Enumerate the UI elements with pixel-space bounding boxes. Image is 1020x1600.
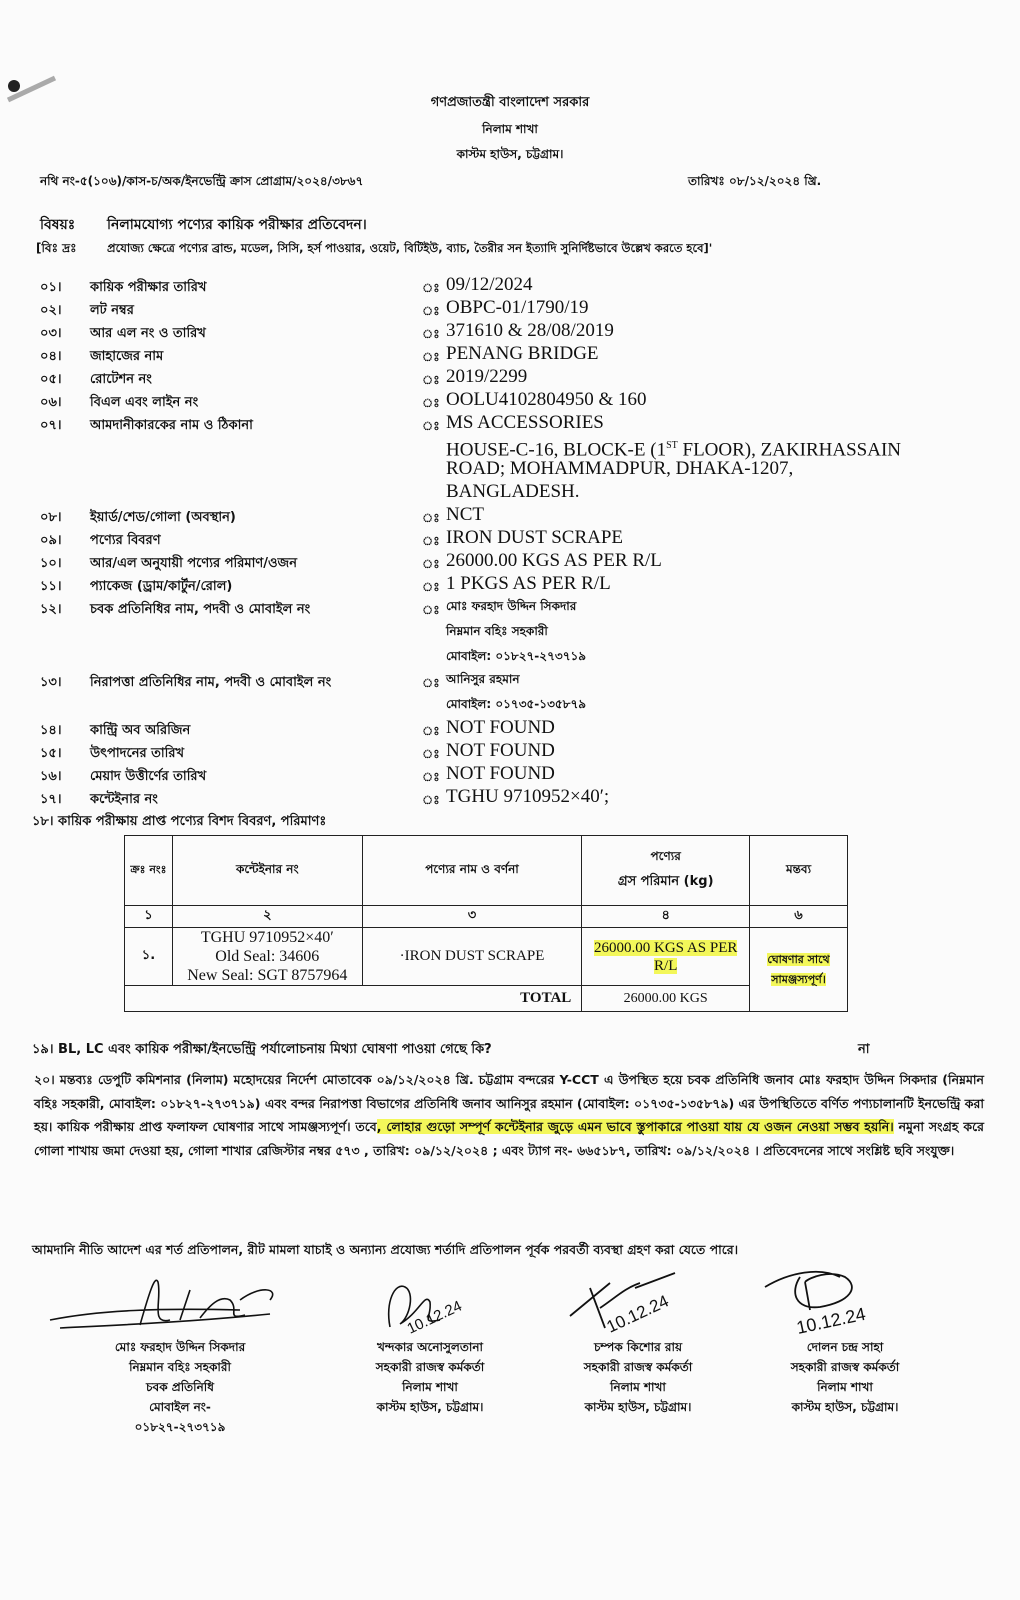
signatory-mobile: ০১৮২৭-২৭৩৭১৯ — [134, 1420, 226, 1434]
document-date: তারিখঃ ০৮/১২/২০২৪ খ্রি. — [688, 174, 822, 188]
row-label: নিরাপত্তা প্রতিনিধির নাম, পদবী ও মোবাইল নং — [90, 675, 332, 690]
row-goods: ·IRON DUST SCRAPE — [362, 928, 582, 986]
subject-text: নিলামযোগ্য পণ্যের কায়িক পরীক্ষার প্রতিবেদন। — [107, 217, 367, 233]
table-row — [125, 928, 848, 986]
row-number: ০৮। — [40, 510, 62, 525]
signature-date: 10.12.24 — [794, 1303, 868, 1338]
colon: ঃ — [422, 557, 440, 571]
colon: ঃ — [422, 373, 440, 387]
file-number: নথি নং-৫(১০৬)/কাস-চ/অক/ইনভেন্ট্রি ক্রাস প্রোগ্রাম/২০২৪/৩৮৬৭ — [40, 174, 364, 188]
row-label: রোটেশন নং — [90, 372, 152, 387]
signatory-1 — [70, 1337, 290, 1437]
signatory-4 — [735, 1337, 955, 1417]
section-19-answer: না — [858, 1042, 870, 1057]
section-20-remarks — [34, 1068, 984, 1162]
exam-date-value: 09/12/2024 — [446, 274, 533, 295]
signature-2 — [370, 1262, 480, 1342]
row-label: কায়িক পরীক্ষার তারিখ — [90, 280, 207, 295]
row-label: জাহাজের নাম — [90, 349, 164, 364]
column-number: ৪ — [582, 906, 750, 928]
bl-line-value: OOLU4102804950 & 160 — [446, 389, 647, 410]
row-serial: ১. — [125, 928, 173, 986]
row-label: পণ্যের বিবরণ — [90, 533, 161, 548]
security-rep-name: আনিসুর রহমান — [446, 672, 520, 686]
row-number: ১৭। — [40, 792, 62, 807]
row-label: আমদানীকারকের নাম ও ঠিকানা — [90, 418, 253, 433]
section-18-title: ১৮। কায়িক পরীক্ষায় প্রাপ্ত পণ্যের বিশদ বিবরণ, পরিমাণঃ — [32, 814, 327, 829]
signature-1 — [40, 1270, 300, 1340]
colon: ঃ — [422, 676, 440, 690]
colon: ঃ — [422, 534, 440, 548]
country-of-origin-value: NOT FOUND — [446, 717, 555, 738]
row-label: উৎপাদনের তারিখ — [90, 746, 185, 761]
port-rep-mobile: মোবাইল: ০১৮২৭-২৭৩৭১৯ — [446, 649, 587, 663]
row-label: ইয়ার্ড/শেড/গোলা (অবস্থান) — [90, 510, 236, 525]
section-name: নিলাম শাখা — [482, 122, 538, 136]
goods-description-value: IRON DUST SCRAPE — [446, 527, 624, 548]
row-remark — [750, 928, 848, 1012]
lot-number-value: OBPC-01/1790/19 — [446, 297, 589, 318]
row-container — [172, 928, 362, 986]
subject-label: বিষয়ঃ — [40, 217, 76, 233]
header-container: কন্টেইনার নং — [172, 836, 362, 906]
quantity-value: 26000.00 KGS AS PER R/L — [446, 550, 662, 571]
signatory-section: নিলাম শাখা — [817, 1380, 873, 1394]
colon: ঃ — [422, 396, 440, 410]
header-weight-line-1: পণ্যের — [650, 849, 681, 863]
signatory-designation: সহকারী রাজস্ব কর্মকর্তা — [375, 1360, 485, 1374]
row-number: ০৩। — [40, 326, 62, 341]
colon: ঃ — [422, 281, 440, 295]
new-seal: New Seal: SGT 8757964 — [187, 967, 348, 984]
total-label: TOTAL — [125, 986, 582, 1012]
container-id: TGHU 9710952×40′ — [200, 929, 334, 946]
signature-4 — [760, 1262, 910, 1342]
colon: ঃ — [422, 350, 440, 364]
row-number: ০৪। — [40, 349, 62, 364]
colon: ঃ — [422, 724, 440, 738]
row-label: আর এল নং ও তারিখ — [90, 326, 206, 341]
signatory-mobile-label: মোবাইল নং- — [149, 1400, 211, 1414]
row-number: ০২। — [40, 303, 62, 318]
signatory-section: নিলাম শাখা — [610, 1380, 666, 1394]
security-rep-mobile: মোবাইল: ০১৭৩৫-১৩৫৮৭৯ — [446, 697, 587, 711]
colon: ঃ — [422, 747, 440, 761]
weight-value-highlighted: 26000.00 KGS AS PER R/L — [594, 939, 738, 974]
remark-line-1: ঘোষণার সাথে — [767, 952, 830, 966]
signature-3 — [565, 1268, 715, 1338]
container-number-value: TGHU 9710952×40′; — [446, 786, 610, 807]
colon: ঃ — [422, 419, 440, 433]
row-label: কন্টেইনার নং — [90, 792, 158, 807]
row-label: চবক প্রতিনিধির নাম, পদবী ও মোবাইল নং — [90, 602, 311, 617]
old-seal: Old Seal: 34606 — [215, 948, 320, 965]
goods-table — [124, 835, 848, 1012]
signatory-2 — [320, 1337, 540, 1417]
row-label: আর/এল অনুযায়ী পণ্যের পরিমাণ/ওজন — [90, 556, 297, 571]
column-number: ১ — [125, 906, 173, 928]
colon: ঃ — [422, 793, 440, 807]
colon: ঃ — [422, 511, 440, 525]
colon: ঃ — [422, 603, 440, 617]
row-label: লট নম্বর — [90, 303, 134, 318]
expiry-date-value: NOT FOUND — [446, 763, 555, 784]
remarks-text-continued: নমুনা সংগ্রহ করে গোলা শাখায় জমা দেওয়া হয়, গোলা শাখার রেজিস্টার নম্বর ৫৭৩ , তারিখ: ০৯/১২/২০২৪ ; এবং ট্যাগ নং- ৬৬৫১৮৭, তারিখ: ০৯/১২/২০২৪ । প্রতিবেদনের সাথে সংশ্লিষ্ট ছবি সংযুক্ত। — [34, 1119, 984, 1158]
importer-address-line-3: BANGLADESH. — [446, 481, 580, 502]
column-number: ৬ — [750, 906, 848, 928]
row-number: ১৩। — [40, 675, 62, 690]
signatory-name: দোলন চন্দ্র সাহা — [806, 1340, 884, 1354]
row-number: ০৯। — [40, 533, 62, 548]
table-header-row — [125, 836, 848, 906]
header-weight — [582, 836, 750, 906]
port-rep-designation: নিম্নমান বহিঃ সহকারী — [446, 624, 548, 638]
signatory-designation: নিম্নমান বহিঃ সহকারী — [129, 1360, 231, 1374]
office-name: কাস্টম হাউস, চট্টগ্রাম। — [456, 147, 564, 161]
row-label: কান্ট্রি অব অরিজিন — [90, 723, 191, 738]
signatory-3 — [528, 1337, 748, 1417]
signatory-role: চবক প্রতিনিধি — [146, 1380, 214, 1394]
total-row — [125, 986, 848, 1012]
row-number: ০১। — [40, 280, 62, 295]
column-number: ৩ — [362, 906, 582, 928]
colon: ঃ — [422, 304, 440, 318]
row-number: ০৬। — [40, 395, 62, 410]
signatory-office: কাস্টম হাউস, চট্টগ্রাম। — [584, 1400, 692, 1414]
row-number: ১৪। — [40, 723, 62, 738]
note-label: [বিঃ দ্রঃ — [36, 241, 77, 255]
row-label: প্যাকেজ (ড্রাম/কার্টুন/রোল) — [90, 579, 233, 594]
row-number: ০৭। — [40, 418, 62, 433]
column-number: ২ — [172, 906, 362, 928]
header-serial: ক্রঃ নংঃ — [125, 836, 173, 906]
signatory-name: মোঃ ফরহাদ উদ্দিন সিকদার — [114, 1340, 246, 1354]
manufacture-date-value: NOT FOUND — [446, 740, 555, 761]
recommendation-text: আমদানি নীতি আদেশ এর শর্ত প্রতিপালন, রীট মামলা যাচাই ও অন্যান্য প্রযোজ্য শর্তাদি প্রতিপালন পূর্বক পরবর্তী ব্যবস্থা গ্রহণ করা যেতে পারে। — [32, 1242, 739, 1257]
signatory-name: চম্পক কিশোর রায় — [593, 1340, 683, 1354]
row-number: ১১। — [40, 579, 62, 594]
colon: ঃ — [422, 770, 440, 784]
rotation-number-value: 2019/2299 — [446, 366, 528, 387]
importer-name-value: MS ACCESSORIES — [446, 412, 604, 433]
importer-address-line-1: HOUSE-C-16, BLOCK-E (1ST FLOOR), ZAKIRHASSAIN — [446, 439, 902, 461]
row-label: বিএল এবং লাইন নং — [90, 395, 199, 410]
section-19-question: ১৯। BL, LC এবং কায়িক পরীক্ষা/ইনভেন্ট্রি পর্যালোচনায় মিথ্যা ঘোষণা পাওয়া গেছে কি? — [32, 1042, 492, 1057]
row-weight — [582, 928, 750, 986]
signature-date: 10.12.24 — [603, 1291, 672, 1337]
rl-number-value: 371610 & 28/08/2019 — [446, 320, 614, 341]
yard-value: NCT — [446, 504, 484, 525]
header-remarks: মন্তব্য — [750, 836, 848, 906]
signatory-designation: সহকারী রাজস্ব কর্মকর্তা — [583, 1360, 693, 1374]
signatory-office: কাস্টম হাউস, চট্টগ্রাম। — [376, 1400, 484, 1414]
signatory-name: খন্দকার অনোসুলতানা — [376, 1340, 483, 1354]
row-number: ১৫। — [40, 746, 62, 761]
port-rep-name: মোঃ ফরহাদ উদ্দিন সিকদার — [446, 599, 577, 613]
signatory-designation: সহকারী রাজস্ব কর্মকর্তা — [790, 1360, 900, 1374]
total-value: 26000.00 KGS — [582, 986, 750, 1012]
header-weight-line-2: গ্রস পরিমান (kg) — [617, 874, 714, 889]
remarks-highlighted-text: , লোহার গুড়ো সম্পূর্ণ কন্টেইনার জুড়ে এমন ভাবে স্তুপাকারে পাওয়া যায় যে ওজন নেওয়া সম্ভব হয়নি। — [376, 1119, 894, 1134]
importer-address-line-2: ROAD; MOHAMMADPUR, DHAKA-1207, — [446, 458, 794, 479]
remark-line-2: সামঞ্জস্যপূর্ণ। — [771, 972, 826, 986]
government-title: গণপ্রজাতন্ত্রী বাংলাদেশ সরকার — [430, 95, 590, 110]
remarks-label: ২০। মন্তব্যঃ — [34, 1072, 93, 1087]
signature-date: 10.12.24 — [404, 1297, 465, 1338]
note-text: প্রযোজ্য ক্ষেত্রে পণ্যের ব্রান্ড, মডেল, সিসি, হর্স পাওয়ার, ওয়েট, বিটিইউ, ব্যাচ, তৈরীর সন ইত্যাদি সুনির্দিষ্টভাবে উল্লেখ করতে হবে]' — [107, 241, 713, 255]
signatory-section: নিলাম শাখা — [402, 1380, 458, 1394]
colon: ঃ — [422, 327, 440, 341]
colon: ঃ — [422, 580, 440, 594]
vessel-name-value: PENANG BRIDGE — [446, 343, 599, 364]
column-number-row — [125, 906, 848, 928]
package-value: 1 PKGS AS PER R/L — [446, 573, 611, 594]
signatory-office: কাস্টম হাউস, চট্টগ্রাম। — [791, 1400, 899, 1414]
header-goods: পণ্যের নাম ও বর্ণনা — [362, 836, 582, 906]
row-number: ১৬। — [40, 769, 62, 784]
remarks-text: ডেপুটি কমিশনার (নিলাম) মহোদয়ের নির্দেশ মোতাবেক ০৯/১২/২০২৪ খ্রি. চট্টগ্রাম বন্দরের Y-CCT এ উপস্থিত হয়ে চবক প্রতিনিধি জনাব মোঃ ফরহাদ উদ্দিন সিকদার (নিম্নমান বহিঃ সহকারী, মোবাইল: ০১৮২৭-২৭৩৭১৯) এবং বন্দর নিরাপত্তা বিভাগের প্রতিনিধি জনাব আনিসুর রহমান (মোবাইল: ০১৭৩৫-১৩৫৮৭৯) এর উপস্থিতিতে বর্ণিত পণ্যচালানটি ইনভেন্ট্রি করা হয়। কায়িক পরীক্ষায় প্রাপ্ত ফলাফল ঘোষণার সাথে সামঞ্জস্যপূর্ণ। তবে — [34, 1072, 985, 1134]
row-number: ১০। — [40, 556, 62, 571]
row-number: ১২। — [40, 602, 62, 617]
row-label: মেয়াদ উত্তীর্ণের তারিখ — [90, 769, 207, 784]
row-number: ০৫। — [40, 372, 62, 387]
